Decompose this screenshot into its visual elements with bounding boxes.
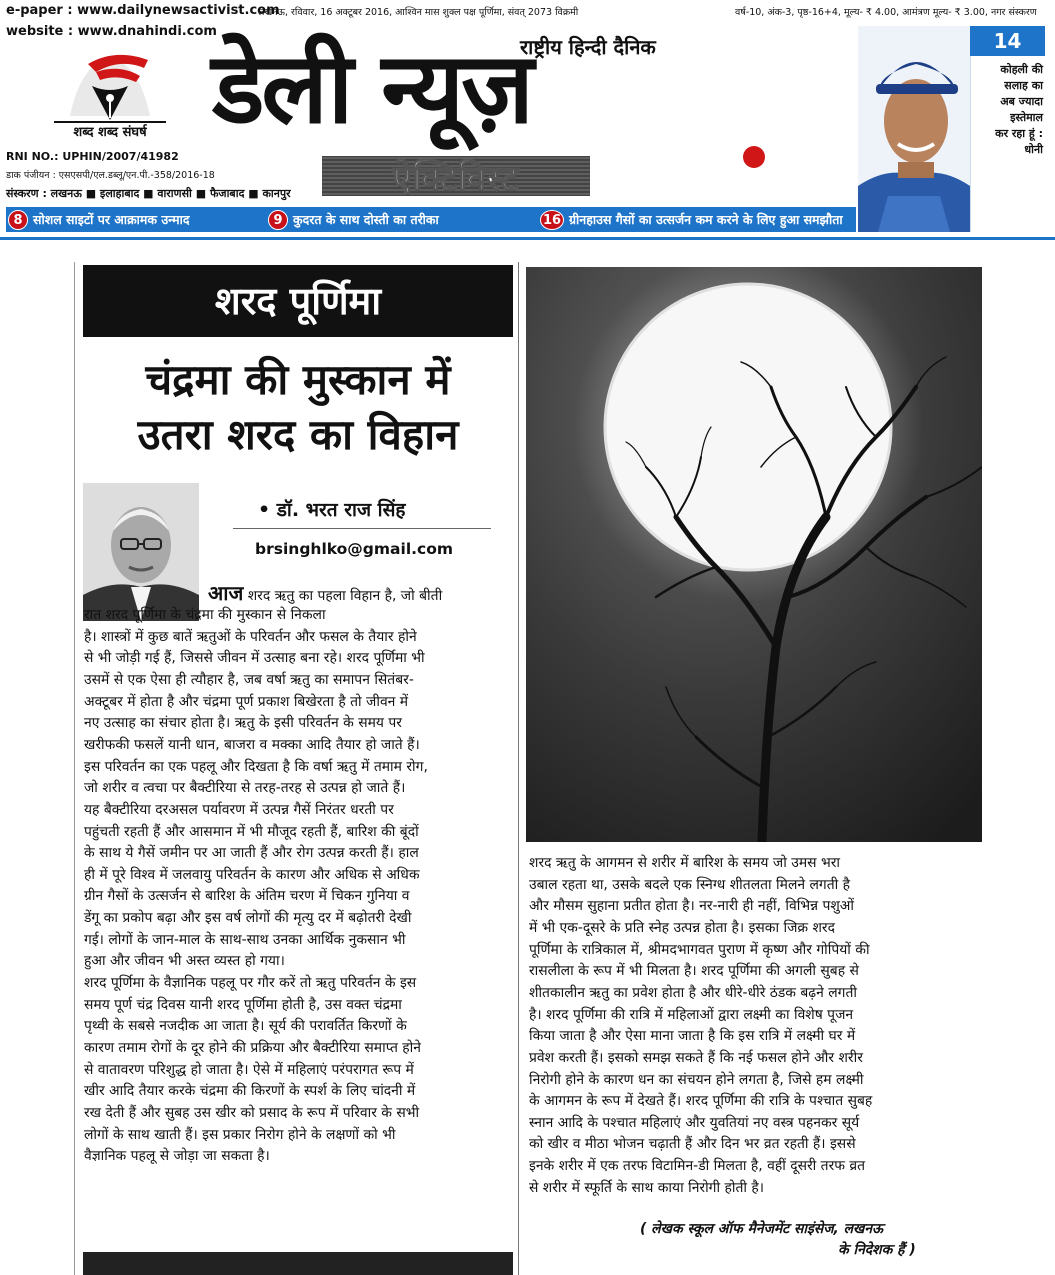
rni-number: RNI NO.: UPHIN/2007/41982 <box>6 150 179 163</box>
epaper-url: e-paper : www.dailynewsactivist.com <box>6 3 280 18</box>
dateline: लखनऊ, रविवार, 16 अक्टूबर 2016, आश्विन मास शुक्ल पक्ष पूर्णिमा, संवत् 2073 विक्रमी <box>258 7 579 18</box>
body-line: से भी जोड़ी गई हैं, जिससे जीवन में उत्साह बना रहे। शरद पूर्णिमा भी <box>84 650 425 667</box>
masthead-title: डेली न्यूज़ <box>212 32 531 146</box>
body-line: से शरीर में स्फूर्ति के साथ काया निरोगी होती है। <box>529 1179 765 1196</box>
body-line: नए उत्साह का संचार होता है। ऋतु के इसी परिवर्तन के समय पर <box>84 715 402 732</box>
body-line: निरोगी होने के कारण धन का संचयन होने लगता है, जिसे हम लक्ष्मी <box>529 1071 864 1088</box>
body-line: लोगों के साथ खाती हैं। इस प्रकार निरोग होने के लक्षणों को भी <box>84 1126 396 1143</box>
body-line: शरद पूर्णिमा के वैज्ञानिक पहलू पर गौर करें तो ऋतु परिवर्तन के इस <box>84 975 417 992</box>
body-line: अक्टूबर में होता है और चंद्रमा पूर्ण प्रकाश बिखेरता है तो जीवन में <box>84 693 409 710</box>
postal-registration: डाक पंजीयन : एसएसपी/एल.डब्लू/एन.पी.-358/2016-18 <box>6 170 215 181</box>
body-line: में भी एक-दूसरे के प्रति स्नेह उत्पन्न होता है। इसका जिक्र शरद <box>529 919 835 936</box>
teaser-text: सोशल साइटों पर आक्रामक उन्माद <box>33 212 190 227</box>
cricketer-photo <box>858 26 970 232</box>
body-line: यह बैक्टीरिया दरअसल पर्यावरण में उत्पन्न गैसें निरंतर धरती पर <box>84 801 394 818</box>
bottom-image-strip <box>83 1252 513 1275</box>
body-line: कारण तमाम रोगों के दूर होने की प्रक्रिया और बैक्टीरिया समाप्त होने <box>84 1040 421 1056</box>
body-line: उसमें से एक ऐसा ही त्यौहार है, जब वर्षा ऋतु का समापन सितंबर- <box>84 671 414 688</box>
body-line: रख देती हैं और सुबह उस खीर को प्रसाद के रूप में परिवार के सभी <box>84 1104 420 1121</box>
body-line: गई। लोगों के जान-माल के साथ-साथ उनका आर्थिक नुकसान भी <box>84 931 406 948</box>
author-credit-line: के निदेशक हैं ) <box>838 1242 916 1258</box>
masthead-rule <box>0 237 1055 240</box>
body-line: शरद ऋतु के आगमन से शरीर में बारिश के समय जो उमस भरा <box>529 855 840 871</box>
masthead-tagline: राष्ट्रीय हिन्दी दैनिक <box>520 35 656 59</box>
website-url: website : www.dnahindi.com <box>6 24 217 39</box>
teaser-item[interactable] <box>8 209 190 230</box>
body-line: शीतकालीन ऋतु का प्रवेश होता है और धीरे-धीरे ठंडक बढ़ने लगती <box>529 984 858 1001</box>
body-line: खरीफकी फसलें यानी धान, बाजरा व मक्का आदि तैयार हो जाते हैं। <box>84 736 420 753</box>
teaser-item[interactable] <box>268 209 439 230</box>
body-line: रात शरद पूर्णिमा के चंद्रमा की मुस्कान से निकला <box>84 607 326 623</box>
body-line: खीर आदि तैयार करके चंद्रमा की किरणों के स्पर्श के लिए चांदनी में <box>84 1083 416 1100</box>
body-line: ही में पूरे विश्व में जलवायु परिवर्तन के कारण और अधिक से अधिक <box>84 866 420 883</box>
body-line: वैज्ञानिक पहलू से जोड़ा जा सकता है। <box>84 1148 270 1165</box>
masthead-subtitle: ऐक्टिविस्ट <box>392 159 520 199</box>
body-line: के साथ ये गैसें जमीन पर आ जाती हैं और रोग उत्पन्न करती हैं। हाल <box>84 845 419 862</box>
body-line: समय पूर्ण चंद्र दिवस यानी शरद पूर्णिमा होती है, उस वक्त चंद्रमा <box>84 996 402 1013</box>
body-line: पृथ्वी के सबसे नजदीक आ जाता है। सूर्य की परावर्तित किरणों के <box>84 1018 407 1035</box>
body-line: इस परिवर्तन का एक पहलू और दिखता है कि वर्षा ऋतु में तमाम रोग, <box>84 758 428 775</box>
teaser-text: ग्रीनहाउस गैसों का उत्सर्जन कम करने के लिए हुआ समझौता <box>569 212 843 227</box>
body-line: उबाल रहता था, उसके बदले एक स्निग्ध शीतलता मिलने लगती है <box>529 876 851 893</box>
logo-motto: शब्द शब्द संघर्ष <box>73 125 147 140</box>
body-line: प्रवेश करती हैं। इसको समझ सकते हैं कि नई फसल होने और शरीर <box>529 1049 863 1066</box>
author-photo <box>83 483 199 621</box>
body-line: के आगमन के रूप में देखते हैं। शरद पूर्णिमा की रात्रि के पश्चात सुबह <box>529 1093 873 1110</box>
author-name: • डॉ. भरत राज सिंह <box>258 499 406 521</box>
promo-headline: कोहली की सलाह का अब ज्यादा इस्तेमाल कर रहा हूं : धोनी <box>995 63 1043 156</box>
author-email[interactable]: brsinghlko@gmail.com <box>255 540 454 558</box>
body-line: पूर्णिमा के रात्रिकाल में, श्रीमदभागवत पुराण में कृष्ण और गोपियों की <box>529 941 870 958</box>
body-line: रासलीला के रूप में भी मिलता है। शरद पूर्णिमा की अगली सुबह से <box>529 963 859 980</box>
body-line: पहुंचती रहती हैं और आसमान में भी मौजूद रहती हैं, बारिश की बूंदों <box>84 823 419 840</box>
teaser-item[interactable] <box>540 209 843 230</box>
body-line: ग्रीन गैसों के उत्सर्जन से बारिश के अंतिम चरण में चिकन गुनिया व <box>84 888 410 905</box>
body-line: आज शरद ऋतु का पहला विहान है, जो बीती <box>208 581 443 605</box>
body-line: को खीर व मीठा भोजन चढ़ाती हैं और दिन भर व्रत रहती हैं। इससे <box>529 1136 856 1153</box>
article-kicker: शरद पूर्णिमा <box>83 265 513 337</box>
body-line: से वातावरण परिशुद्ध हो जाता है। ऐसे में महिलाएं परंपरागत रूप में <box>84 1061 414 1078</box>
dropcap: आज <box>208 581 244 605</box>
body-line: स्नान आदि के पश्चात महिलाएं और युवतियां नए वस्त्र पहनकर सूर्य <box>529 1114 860 1131</box>
body-line: किया जाता है और ऐसा माना जाता है कि इस रात्रि में लक्ष्मी घर में <box>529 1028 856 1045</box>
body-line: है। शरद पूर्णिमा की रात्रि में महिलाओं द्वारा लक्ष्मी का विशेष पूजन <box>529 1006 854 1023</box>
left-column-rule <box>74 262 75 1275</box>
body-line: है। शास्त्रों में कुछ बातें ऋतुओं के परिवर्तन और फसल के तैयार होने <box>84 628 417 645</box>
article-headline: चंद्रमा की मुस्कान में उतरा शरद का विहान <box>137 355 459 459</box>
teaser-page-badge: 8 <box>8 210 28 230</box>
author-rule <box>233 528 491 529</box>
body-line: और मौसम सुहाना प्रतीत होता है। नर-नारी ही नहीं, विभिन्न पशुओं <box>529 898 854 915</box>
teaser-page-badge: 9 <box>268 210 288 230</box>
body-line: इनके शरीर में एक तरफ विटामिन-डी मिलता है, वहीं दूसरी तरफ व्रत <box>529 1158 866 1175</box>
teaser-page-badge: 16 <box>540 210 564 230</box>
editions-list: संस्करण : लखनऊ ■ इलाहाबाद ■ वाराणसी ■ फैजाबाद ■ कानपुर <box>6 187 291 200</box>
body-line: डेंगू का प्रकोप बढ़ा और इस वर्ष लोगों की मृत्यु दर में बढ़ोतरी देखी <box>84 910 412 927</box>
column-divider <box>518 262 519 1275</box>
promo-page-number: 14 <box>970 26 1045 56</box>
volume-info: वर्ष-10, अंक-3, पृष्ठ-16+4, मूल्य- ₹ 4.00, आमंत्रण मूल्य- ₹ 3.00, नगर संस्करण <box>735 7 1037 18</box>
teaser-text: कुदरत के साथ दोस्ती का तरीका <box>293 212 439 227</box>
body-line: हुआ और जीवन भी अस्त व्यस्त हो गया। <box>84 953 285 970</box>
author-credit-line: ( लेखक स्कूल ऑफ मैनेजमेंट साइंसेज, लखनऊ <box>640 1221 884 1237</box>
body-line: जो शरीर व त्वचा पर बैक्टीरिया से तरह-तरह से उत्पन्न हो जाते हैं। <box>84 780 406 797</box>
masthead-red-dot <box>743 146 765 168</box>
full-moon-photo <box>526 267 982 842</box>
